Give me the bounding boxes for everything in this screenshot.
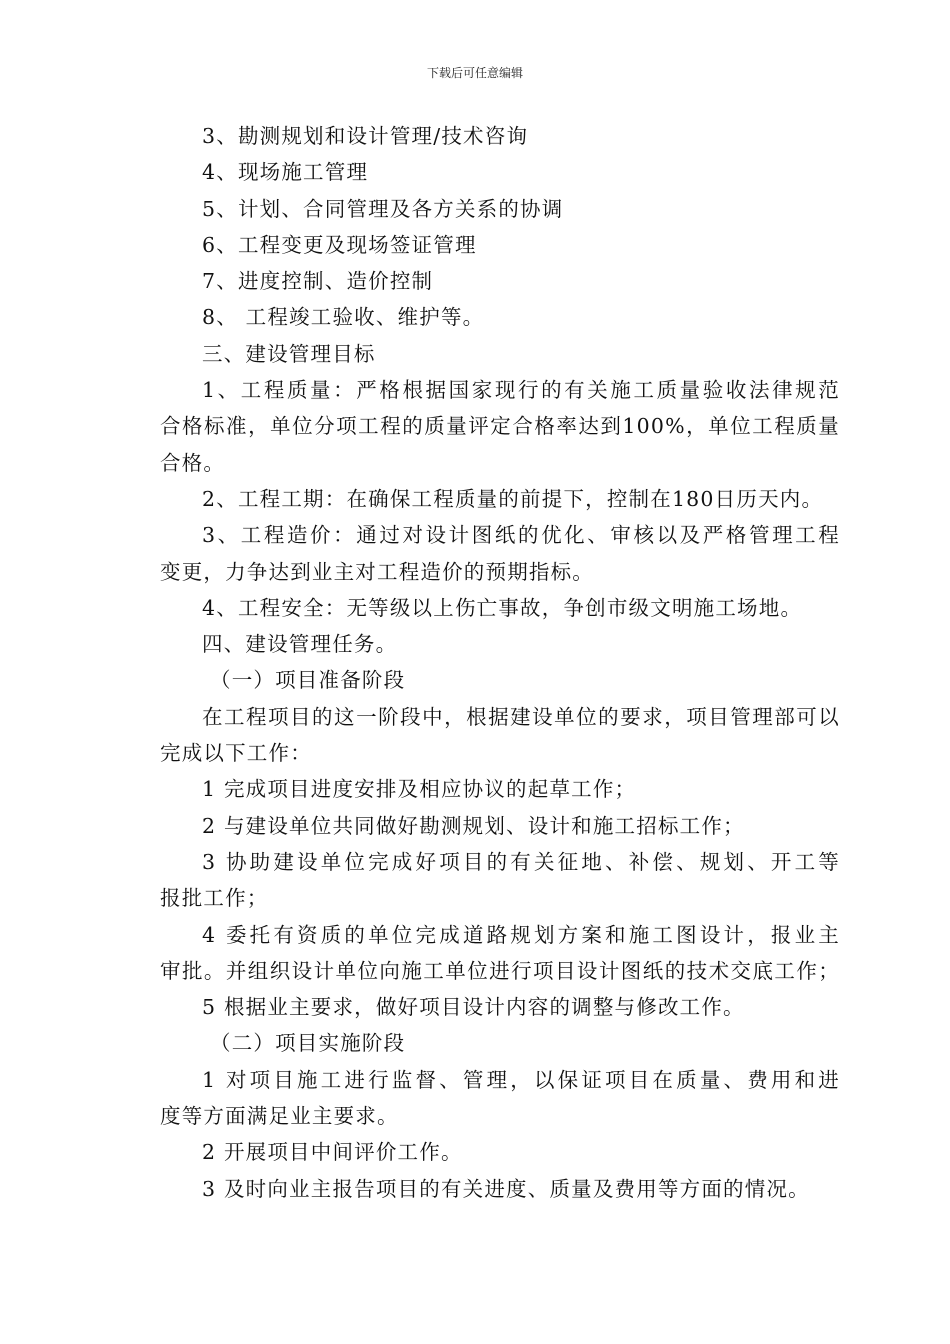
text-line: 2、工程工期：在确保工程质量的前提下，控制在180日历天内。 — [202, 486, 824, 511]
text-line: 三、建设管理目标 — [202, 341, 376, 366]
text-line: 1 对项目施工进行监督、管理，以保证项目在质量、费用和进 — [202, 1067, 840, 1092]
text-line: 报批工作； — [160, 886, 269, 911]
text-line: 4 委托有资质的单位完成道路规划方案和施工图设计，报业主 — [202, 922, 840, 947]
text-line: 度等方面满足业主要求。 — [160, 1104, 399, 1129]
text-line: 变更，力争达到业主对工程造价的预期指标。 — [160, 559, 594, 584]
text-line: 1 完成项目进度安排及相应协议的起草工作； — [202, 777, 637, 802]
text-line: 合格。 — [160, 450, 226, 475]
text-line: 2 与建设单位共同做好勘测规划、设计和施工招标工作； — [202, 813, 745, 838]
text-line: 3、勘测规划和设计管理/技术咨询 — [202, 124, 529, 148]
text-line: 在工程项目的这一阶段中，根据建设单位的要求，项目管理部可以 — [202, 704, 840, 729]
text-line: 2 开展项目中间评价工作。 — [202, 1140, 463, 1165]
text-line: 6、工程变更及现场签证管理 — [202, 232, 477, 257]
page-header: 下载后可任意编辑 — [426, 66, 523, 80]
text-line: 审批。并组织设计单位向施工单位进行项目设计图纸的技术交底工作； — [160, 958, 840, 983]
text-line: （一）项目准备阶段 — [210, 668, 406, 693]
text-line: 8、 工程竣工验收、维护等。 — [202, 305, 485, 330]
text-line: 合格标准，单位分项工程的质量评定合格率达到100%，单位工程质量 — [160, 414, 840, 439]
text-line: 四、建设管理任务。 — [202, 632, 398, 657]
text-line: 4、现场施工管理 — [202, 160, 369, 185]
text-line: 3、工程造价：通过对设计图纸的优化、审核以及严格管理工程 — [202, 523, 840, 548]
document-body — [160, 118, 840, 1207]
text-line: （二）项目实施阶段 — [210, 1031, 406, 1056]
text-line: 1、工程质量：严格根据国家现行的有关施工质量验收法律规范 — [202, 378, 840, 403]
text-line: 3 协助建设单位完成好项目的有关征地、补偿、规划、开工等 — [202, 849, 840, 874]
text-line: 完成以下工作： — [160, 741, 312, 766]
text-line: 3 及时向业主报告项目的有关进度、质量及费用等方面的情况。 — [202, 1176, 810, 1201]
text-line: 5 根据业主要求，做好项目设计内容的调整与修改工作。 — [202, 995, 745, 1020]
text-line: 5、计划、合同管理及各方关系的协调 — [202, 196, 564, 221]
text-line: 7、进度控制、造价控制 — [202, 269, 434, 294]
text-line: 4、工程安全：无等级以上伤亡事故，争创市级文明施工场地。 — [202, 595, 803, 620]
